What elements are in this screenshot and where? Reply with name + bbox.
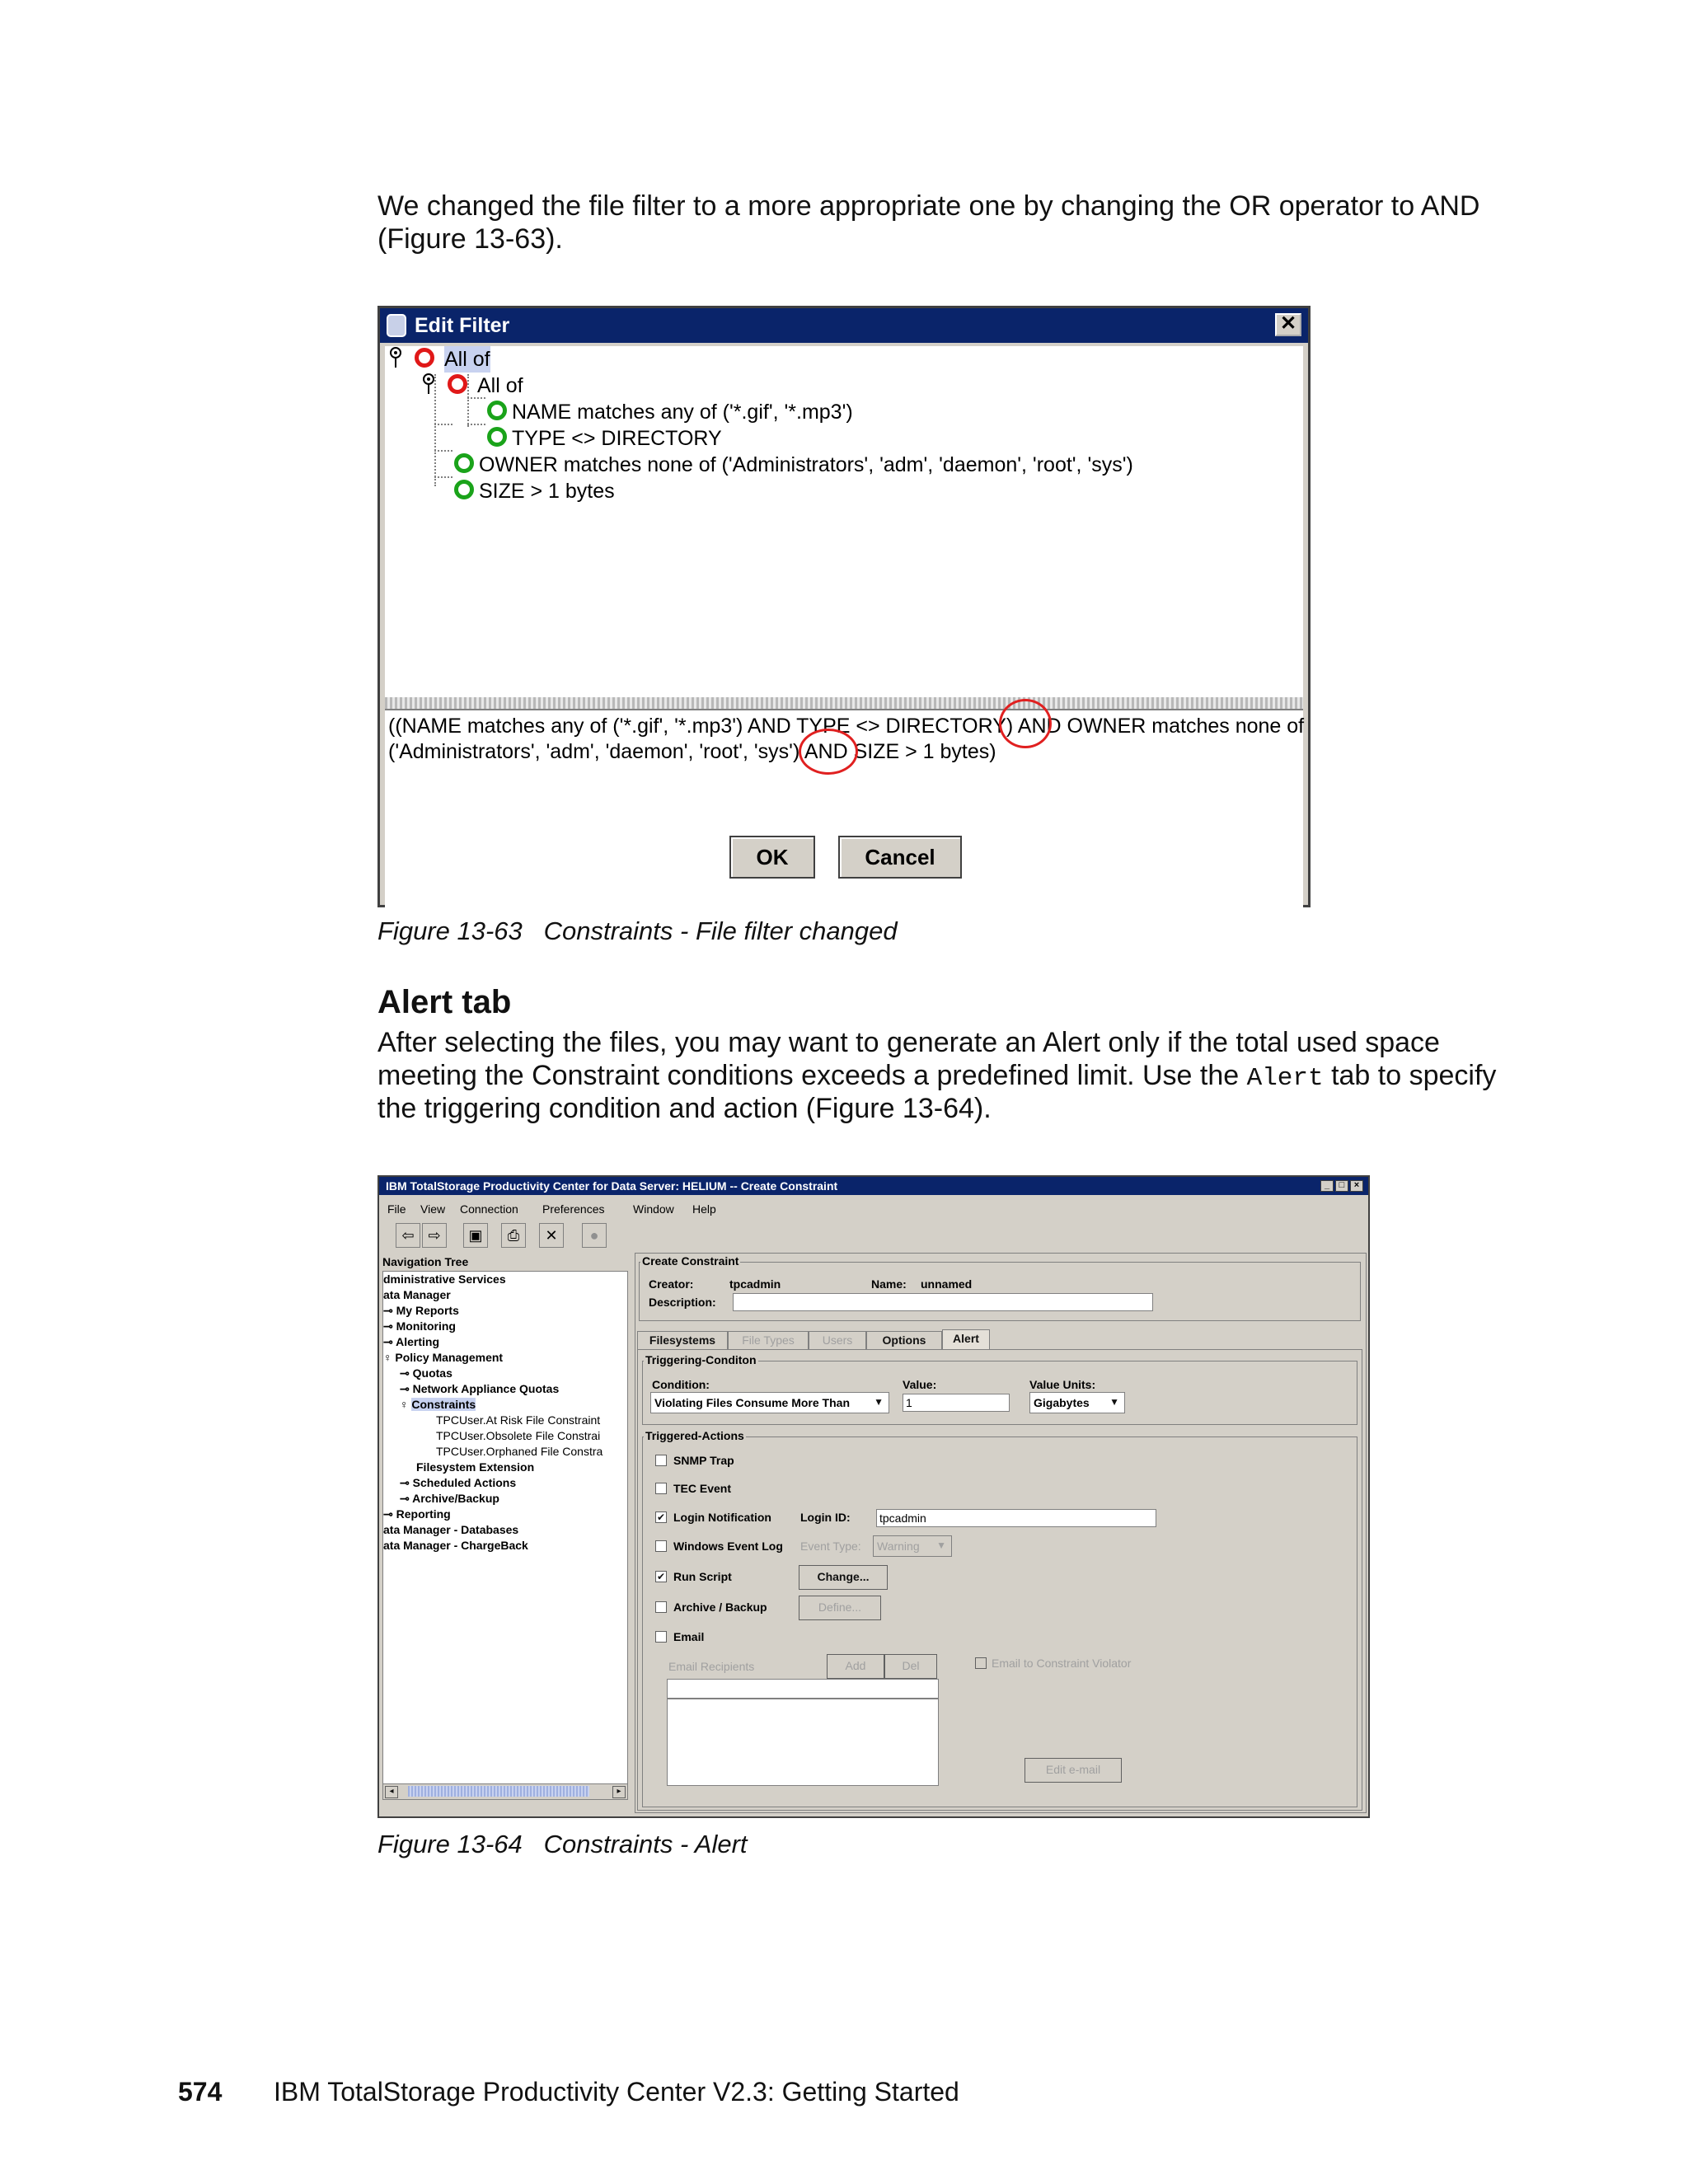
units-label: Value Units: <box>1029 1378 1096 1391</box>
nav-item[interactable]: ⊸ Network Appliance Quotas <box>400 1382 560 1395</box>
windows-event-log-label: Windows Event Log <box>673 1540 783 1553</box>
expression-line-1: ((NAME matches any of ('*.gif', '*.mp3') AND TYPE <> DIRECTORY) AND OWNER matches none of <box>388 715 1305 738</box>
email-label: Email <box>673 1630 705 1643</box>
email-violator-checkbox[interactable] <box>975 1657 987 1669</box>
tree-node-all-of[interactable]: All of <box>477 374 523 397</box>
condition-node-icon <box>454 480 474 499</box>
chevron-down-icon: ▼ <box>1109 1396 1119 1408</box>
navigation-tree-title: Navigation Tree <box>382 1255 469 1268</box>
scroll-left-icon[interactable]: ◂ <box>385 1786 398 1798</box>
archive-backup-label: Archive / Backup <box>673 1601 767 1614</box>
chevron-down-icon: ▼ <box>936 1540 946 1551</box>
tree-node-name[interactable]: NAME matches any of ('*.gif', '*.mp3') <box>512 401 853 424</box>
nav-item[interactable]: Filesystem Extension <box>416 1460 535 1474</box>
group-title: Triggering-Conditon <box>645 1353 757 1366</box>
close-icon[interactable]: × <box>1350 1180 1363 1192</box>
description-field[interactable] <box>733 1293 1153 1311</box>
edit-filter-dialog <box>377 306 1311 907</box>
login-id-field[interactable]: tpcadmin <box>876 1509 1156 1527</box>
tree-node-size[interactable]: SIZE > 1 bytes <box>479 480 615 503</box>
menu-help[interactable]: Help <box>692 1202 716 1216</box>
tec-checkbox[interactable] <box>655 1483 667 1494</box>
menu-view[interactable]: View <box>420 1202 446 1216</box>
minimize-icon[interactable]: _ <box>1320 1180 1334 1192</box>
description-label: Description: <box>649 1296 716 1309</box>
tree-node-type[interactable]: TYPE <> DIRECTORY <box>512 427 722 450</box>
window-title: IBM TotalStorage Productivity Center for Data Server: HELIUM -- Create Constraint <box>386 1179 838 1193</box>
nav-item[interactable]: ♀ Policy Management <box>383 1351 504 1364</box>
value-label: Value: <box>903 1378 937 1391</box>
nav-item[interactable]: ata Manager - Databases <box>383 1523 519 1536</box>
name-value: unnamed <box>921 1277 973 1291</box>
windows-event-log-checkbox[interactable] <box>655 1540 667 1552</box>
nav-item[interactable]: TPCUser.Obsolete File Constrai <box>436 1429 601 1442</box>
menu-preferences[interactable]: Preferences <box>542 1202 605 1216</box>
nav-item[interactable]: ata Manager - ChargeBack <box>383 1539 528 1552</box>
event-type-label: Event Type: <box>800 1540 861 1553</box>
run-script-checkbox[interactable]: ✔ <box>656 1571 666 1582</box>
dialog-titlebar <box>380 308 1308 343</box>
login-notification-checkbox[interactable]: ✔ <box>656 1511 666 1523</box>
nav-item[interactable]: ⊸ Quotas <box>400 1366 452 1380</box>
cancel-icon[interactable]: ✕ <box>539 1223 564 1248</box>
alert-paragraph-line-3: the triggering condition and action (Figure 13-64). <box>377 1093 992 1124</box>
run-script-label: Run Script <box>673 1570 732 1583</box>
and-highlight-circle <box>799 729 858 775</box>
del-button[interactable]: Del <box>884 1654 937 1679</box>
name-label: Name: <box>871 1277 907 1291</box>
nav-item[interactable]: ⊸ Alerting <box>383 1335 439 1348</box>
tec-label: TEC Event <box>673 1482 732 1495</box>
horizontal-scrollbar[interactable] <box>383 1783 627 1799</box>
chevron-down-icon: ▼ <box>874 1396 884 1408</box>
forward-icon[interactable]: ⇨ <box>422 1223 447 1248</box>
nav-item[interactable]: TPCUser.Orphaned File Constra <box>436 1445 603 1458</box>
define-button[interactable]: Define... <box>799 1596 881 1620</box>
email-recipient-input[interactable] <box>667 1679 939 1699</box>
condition-node-icon <box>487 427 507 447</box>
email-checkbox[interactable] <box>655 1631 667 1643</box>
tab-filesystems[interactable]: Filesystems <box>637 1331 728 1349</box>
edit-email-button[interactable]: Edit e-mail <box>1025 1758 1122 1783</box>
creator-value: tpcadmin <box>729 1277 781 1291</box>
scroll-right-icon[interactable]: ▸ <box>612 1786 626 1798</box>
alert-paragraph-line-2 <box>377 1059 1496 1095</box>
filter-tree[interactable] <box>385 346 1303 1001</box>
tab-alert[interactable]: Alert <box>942 1329 990 1349</box>
menu-file[interactable]: File <box>387 1202 406 1216</box>
save-icon[interactable]: ▣ <box>463 1223 488 1248</box>
split-pane-divider[interactable] <box>385 697 1303 709</box>
maximize-icon[interactable]: □ <box>1335 1180 1348 1192</box>
value-field[interactable]: 1 <box>903 1394 1010 1412</box>
alert-paragraph-line-1: After selecting the files, you may want to generate an Alert only if the total used space <box>377 1027 1440 1058</box>
add-button[interactable]: Add <box>827 1654 884 1679</box>
nav-item[interactable]: ata Manager <box>383 1288 451 1301</box>
nav-item[interactable]: ⊸ Monitoring <box>383 1319 456 1333</box>
stop-icon[interactable]: ● <box>582 1223 607 1248</box>
and-highlight-circle <box>999 699 1052 748</box>
close-button[interactable]: ✕ <box>1275 313 1301 336</box>
page-number: 574 <box>178 2077 223 2107</box>
nav-item-constraints[interactable]: ♀ Constraints <box>400 1398 476 1411</box>
email-violator-label: Email to Constraint Violator <box>992 1657 1132 1670</box>
creator-label: Creator: <box>649 1277 694 1291</box>
nav-item[interactable]: ⊸ Archive/Backup <box>400 1492 499 1505</box>
login-notification-label: Login Notification <box>673 1511 771 1524</box>
content-panel <box>635 1253 1367 1813</box>
back-icon[interactable]: ⇦ <box>396 1223 420 1248</box>
cancel-button[interactable]: Cancel <box>838 836 962 879</box>
event-type-select[interactable]: Warning ▼ <box>873 1535 952 1557</box>
all-of-node-icon <box>415 348 434 368</box>
figure-caption: Figure 13-64 Constraints - Alert <box>377 1830 748 1858</box>
condition-node-icon <box>454 453 474 473</box>
menu-connection[interactable]: Connection <box>460 1202 518 1216</box>
condition-select[interactable]: Violating Files Consume More Than ▼ <box>650 1392 889 1413</box>
scroll-thumb[interactable] <box>408 1786 589 1797</box>
dialog-title: Edit Filter <box>415 314 510 337</box>
filter-icon <box>387 314 406 337</box>
group-title: Triggered-Actions <box>645 1429 744 1442</box>
intro-paragraph: We changed the file filter to a more appropriate one by changing the OR operator to AND (Figure 13-63). <box>377 190 1480 255</box>
condition-node-icon <box>487 401 507 420</box>
tab-options[interactable]: Options <box>866 1331 942 1349</box>
nav-item[interactable]: ⊸ Reporting <box>383 1507 451 1521</box>
change-button[interactable]: Change... <box>799 1565 888 1590</box>
nav-item[interactable]: ⊸ My Reports <box>383 1304 459 1317</box>
tab-users[interactable]: Users <box>809 1331 866 1349</box>
tree-node-root[interactable]: All of <box>444 348 490 371</box>
menu-window[interactable]: Window <box>633 1202 674 1216</box>
alert-code-term: Alert <box>1246 1064 1324 1093</box>
section-heading: Alert tab <box>377 984 512 1020</box>
all-of-node-icon <box>448 374 467 394</box>
expand-key-icon[interactable] <box>388 346 403 371</box>
tab-file-types[interactable]: File Types <box>728 1331 809 1349</box>
window-titlebar <box>379 1177 1368 1195</box>
footer-title: IBM TotalStorage Productivity Center V2.3: Getting Started <box>274 2077 959 2107</box>
nav-item[interactable]: ⊸ Scheduled Actions <box>400 1476 517 1489</box>
print-icon[interactable]: ⎙ <box>501 1223 526 1248</box>
alert-paragraph-text: tab to specify <box>1331 1060 1497 1091</box>
ok-button[interactable]: OK <box>729 836 815 879</box>
tree-node-owner[interactable]: OWNER matches none of ('Administrators', 'adm', 'daemon', 'root', 'sys') <box>479 453 1133 476</box>
snmp-label: SNMP Trap <box>673 1454 734 1467</box>
expand-key-icon[interactable] <box>421 373 436 397</box>
create-constraint-group <box>639 1262 1361 1321</box>
expression-line-2: ('Administrators', 'adm', 'daemon', 'root', 'sys') AND SIZE > 1 bytes) <box>388 740 996 763</box>
alert-paragraph-text: meeting the Constraint conditions exceeds a predefined limit. Use the <box>377 1060 1240 1091</box>
condition-label: Condition: <box>652 1378 710 1391</box>
units-select[interactable]: Gigabytes ▼ <box>1029 1392 1125 1413</box>
figure-caption: Figure 13-63 Constraints - File filter changed <box>377 916 898 945</box>
group-title: Create Constraint <box>642 1254 739 1268</box>
nav-item[interactable]: dministrative Services <box>383 1272 506 1286</box>
archive-backup-checkbox[interactable] <box>655 1601 667 1613</box>
email-recipients-list[interactable] <box>667 1699 939 1786</box>
snmp-checkbox[interactable] <box>655 1455 667 1466</box>
email-recipients-label: Email Recipients <box>668 1660 755 1673</box>
navigation-tree[interactable] <box>382 1271 628 1800</box>
nav-item[interactable]: TPCUser.At Risk File Constraint <box>436 1413 601 1427</box>
create-constraint-window <box>377 1175 1370 1818</box>
login-id-label: Login ID: <box>800 1511 851 1524</box>
